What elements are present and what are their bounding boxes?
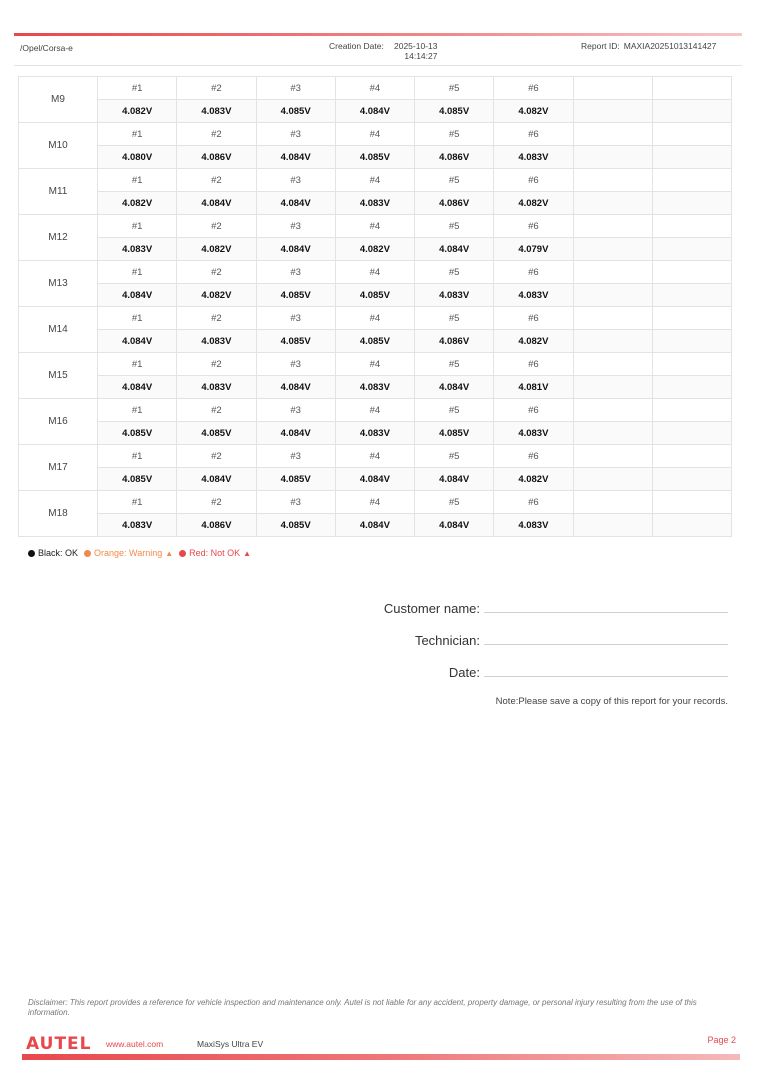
cell-voltage: 4.085V: [415, 100, 494, 123]
cell-number: #2: [177, 491, 256, 514]
cell-voltage: 4.082V: [494, 468, 573, 491]
cell-voltage: 4.084V: [415, 376, 494, 399]
cell-number: #1: [98, 169, 177, 192]
cell-voltage: 4.083V: [494, 146, 573, 169]
cell-voltage-row: [19, 100, 732, 123]
cell-voltage: 4.084V: [256, 376, 335, 399]
cell-label-row: [19, 169, 732, 192]
empty-cell: [573, 330, 652, 353]
cell-voltage: 4.083V: [98, 238, 177, 261]
alarm-icon: ▲: [243, 548, 252, 558]
technician-row: [300, 628, 728, 648]
empty-cell: [652, 215, 731, 238]
empty-cell: [573, 192, 652, 215]
cell-number: #5: [415, 123, 494, 146]
cell-voltage: 4.083V: [177, 376, 256, 399]
cell-number: #6: [494, 261, 573, 284]
creation-date: [394, 41, 437, 61]
cell-number: #6: [494, 399, 573, 422]
empty-cell: [573, 77, 652, 100]
autel-logo: AUTEL: [26, 1034, 92, 1054]
cell-number: #3: [256, 491, 335, 514]
module-name: M14: [19, 307, 98, 353]
empty-cell: [652, 100, 731, 123]
cell-number: #5: [415, 215, 494, 238]
cell-voltage: 4.084V: [335, 468, 414, 491]
cell-number: #4: [335, 169, 414, 192]
cell-number: #2: [177, 169, 256, 192]
cell-voltage: 4.082V: [494, 330, 573, 353]
cell-voltage: 4.084V: [415, 514, 494, 537]
cell-voltage: 4.083V: [177, 330, 256, 353]
warning-triangle-icon: ▲: [165, 548, 174, 558]
cell-voltage: 4.086V: [415, 146, 494, 169]
report-id: [581, 41, 716, 51]
cell-number: #3: [256, 399, 335, 422]
cell-number: #5: [415, 445, 494, 468]
empty-cell: [652, 376, 731, 399]
cell-voltage: 4.085V: [98, 468, 177, 491]
cell-number: #2: [177, 307, 256, 330]
cell-number: #5: [415, 307, 494, 330]
page-number: Page 2: [707, 1035, 736, 1045]
empty-cell: [652, 192, 731, 215]
legend-not-ok-label: Red: Not OK: [189, 548, 241, 558]
module-name: M9: [19, 77, 98, 123]
empty-cell: [652, 169, 731, 192]
cell-number: #2: [177, 399, 256, 422]
cell-voltage: 4.085V: [98, 422, 177, 445]
cell-voltage: 4.085V: [335, 330, 414, 353]
cell-number: #3: [256, 353, 335, 376]
empty-cell: [573, 307, 652, 330]
empty-cell: [652, 491, 731, 514]
cell-number: #1: [98, 399, 177, 422]
module-name: M16: [19, 399, 98, 445]
cell-voltage: 4.084V: [335, 100, 414, 123]
orange-dot-icon: [84, 550, 91, 557]
empty-cell: [652, 307, 731, 330]
empty-cell: [652, 330, 731, 353]
empty-cell: [573, 353, 652, 376]
module-name: M18: [19, 491, 98, 537]
cell-voltage-row: [19, 422, 732, 445]
cell-number: #4: [335, 353, 414, 376]
module-name: M10: [19, 123, 98, 169]
cell-number: #4: [335, 491, 414, 514]
cell-voltage: 4.085V: [256, 284, 335, 307]
cell-number: #4: [335, 399, 414, 422]
header-accent-bar: [14, 33, 742, 36]
legend-not-ok: [179, 548, 251, 558]
cell-voltage: 4.084V: [415, 468, 494, 491]
cell-number: #5: [415, 169, 494, 192]
cell-number: #4: [335, 123, 414, 146]
empty-cell: [573, 284, 652, 307]
cell-number: #6: [494, 169, 573, 192]
cell-number: #6: [494, 353, 573, 376]
cell-number: #1: [98, 307, 177, 330]
cell-label-row: [19, 261, 732, 284]
empty-cell: [652, 238, 731, 261]
cell-label-row: [19, 445, 732, 468]
cell-voltage: 4.085V: [335, 284, 414, 307]
empty-cell: [573, 422, 652, 445]
cell-voltage: 4.082V: [177, 284, 256, 307]
cell-voltage-row: [19, 146, 732, 169]
empty-cell: [652, 146, 731, 169]
header-divider: [14, 65, 742, 66]
red-dot-icon: [179, 550, 186, 557]
empty-cell: [652, 468, 731, 491]
report-id-label: Report ID:: [581, 41, 620, 51]
empty-cell: [652, 399, 731, 422]
empty-cell: [652, 284, 731, 307]
cell-number: #4: [335, 77, 414, 100]
cell-number: #6: [494, 123, 573, 146]
cell-number: #3: [256, 123, 335, 146]
cell-label-row: [19, 215, 732, 238]
cell-voltage: 4.084V: [415, 238, 494, 261]
cell-number: #6: [494, 445, 573, 468]
cell-number: #3: [256, 307, 335, 330]
cell-number: #4: [335, 307, 414, 330]
cell-voltage: 4.084V: [177, 468, 256, 491]
date-row: [300, 660, 728, 680]
cell-voltage-row: [19, 468, 732, 491]
module-name: M17: [19, 445, 98, 491]
cell-voltage: 4.080V: [98, 146, 177, 169]
empty-cell: [573, 123, 652, 146]
cell-number: #5: [415, 399, 494, 422]
cell-number: #2: [177, 123, 256, 146]
cell-number: #5: [415, 491, 494, 514]
cell-voltage: 4.083V: [415, 284, 494, 307]
cell-number: #1: [98, 261, 177, 284]
empty-cell: [573, 169, 652, 192]
cell-voltage: 4.085V: [256, 514, 335, 537]
cell-voltage-row: [19, 192, 732, 215]
cell-voltage: 4.083V: [177, 100, 256, 123]
empty-cell: [652, 261, 731, 284]
empty-cell: [573, 514, 652, 537]
cell-number: #1: [98, 353, 177, 376]
cell-voltage: 4.082V: [98, 192, 177, 215]
cell-voltage: 4.083V: [494, 422, 573, 445]
cell-voltage-row: [19, 376, 732, 399]
cell-label-row: [19, 307, 732, 330]
legend-warning-label: Orange: Warning: [94, 548, 163, 558]
cell-number: #4: [335, 445, 414, 468]
cell-number: #2: [177, 215, 256, 238]
legend-ok: [28, 548, 78, 558]
cell-number: #5: [415, 261, 494, 284]
cell-voltage: 4.082V: [98, 100, 177, 123]
module-name: M15: [19, 353, 98, 399]
cell-voltage: 4.084V: [177, 192, 256, 215]
cell-voltage: 4.085V: [256, 100, 335, 123]
cell-voltage: 4.083V: [494, 284, 573, 307]
records-note: Note:Please save a copy of this report for your records.: [495, 696, 728, 707]
cell-label-row: [19, 123, 732, 146]
cell-number: #1: [98, 215, 177, 238]
cell-number: #1: [98, 77, 177, 100]
cell-voltage: 4.086V: [415, 192, 494, 215]
cell-voltage: 4.084V: [98, 284, 177, 307]
cell-voltage: 4.084V: [98, 376, 177, 399]
cell-voltage: 4.086V: [177, 146, 256, 169]
cell-number: #3: [256, 261, 335, 284]
status-legend: [28, 548, 251, 558]
cell-voltage: 4.085V: [335, 146, 414, 169]
cell-voltage: 4.085V: [177, 422, 256, 445]
cell-number: #2: [177, 353, 256, 376]
cell-voltage: 4.085V: [256, 468, 335, 491]
cell-voltage: 4.083V: [335, 192, 414, 215]
customer-name-label: Customer name:: [383, 601, 480, 616]
cell-number: #6: [494, 307, 573, 330]
cell-voltage: 4.082V: [494, 100, 573, 123]
cell-voltage: 4.085V: [256, 330, 335, 353]
empty-cell: [573, 261, 652, 284]
module-name: M13: [19, 261, 98, 307]
cell-voltage: 4.086V: [415, 330, 494, 353]
cell-number: #3: [256, 169, 335, 192]
cell-number: #6: [494, 491, 573, 514]
cell-voltage: 4.082V: [494, 192, 573, 215]
empty-cell: [652, 422, 731, 445]
cell-voltage: 4.084V: [98, 330, 177, 353]
cell-label-row: [19, 399, 732, 422]
empty-cell: [573, 146, 652, 169]
customer-name-row: [300, 596, 728, 616]
cell-voltage: 4.083V: [494, 514, 573, 537]
cell-number: #1: [98, 123, 177, 146]
cell-number: #4: [335, 215, 414, 238]
creation-date-value: 2025-10-13: [394, 41, 438, 51]
customer-name-line[interactable]: [484, 606, 728, 613]
cell-voltage: 4.086V: [177, 514, 256, 537]
report-id-value: MAXIA20251013141427: [623, 41, 717, 51]
creation-date-label: Creation Date:: [329, 41, 384, 51]
module-name: M11: [19, 169, 98, 215]
technician-line[interactable]: [484, 638, 728, 645]
cell-label-row: [19, 353, 732, 376]
cell-voltage-row: [19, 284, 732, 307]
cell-number: #3: [256, 77, 335, 100]
creation-time-value: 14:14:27: [404, 51, 438, 61]
cell-number: #1: [98, 491, 177, 514]
cell-number: #3: [256, 445, 335, 468]
cell-number: #5: [415, 353, 494, 376]
cell-number: #2: [177, 445, 256, 468]
cell-voltage: 4.084V: [335, 514, 414, 537]
black-dot-icon: [28, 550, 35, 557]
disclaimer: Disclaimer: This report provides a reference for vehicle inspection and maintenance only. Autel is not liable for any accident, property damage, or personal injury resulting from the use of this information.: [28, 998, 697, 1017]
empty-cell: [573, 100, 652, 123]
cell-label-row: [19, 491, 732, 514]
date-line[interactable]: [484, 670, 728, 677]
cell-voltage: 4.083V: [335, 376, 414, 399]
module-name: M12: [19, 215, 98, 261]
empty-cell: [652, 123, 731, 146]
vehicle-path: /Opel/Corsa-e: [20, 43, 73, 53]
empty-cell: [573, 376, 652, 399]
cell-number: #1: [98, 445, 177, 468]
empty-cell: [573, 399, 652, 422]
cell-voltage: 4.084V: [256, 192, 335, 215]
cell-voltage: 4.081V: [494, 376, 573, 399]
cell-voltage: 4.083V: [335, 422, 414, 445]
cell-number: #6: [494, 215, 573, 238]
cell-voltage: 4.084V: [256, 146, 335, 169]
legend-ok-label: Black: OK: [38, 548, 79, 558]
cell-number: #6: [494, 77, 573, 100]
date-label: Date:: [448, 665, 480, 680]
footer-accent-bar: [22, 1054, 740, 1060]
empty-cell: [652, 514, 731, 537]
technician-label: Technician:: [414, 633, 480, 648]
cell-voltage-row: [19, 514, 732, 537]
cell-voltage: 4.084V: [256, 422, 335, 445]
cell-voltage-table: [18, 76, 732, 537]
empty-cell: [573, 215, 652, 238]
empty-cell: [652, 445, 731, 468]
cell-number: #4: [335, 261, 414, 284]
cell-voltage: 4.085V: [415, 422, 494, 445]
cell-voltage: 4.082V: [177, 238, 256, 261]
cell-number: #2: [177, 77, 256, 100]
product-name: MaxiSys Ultra EV: [197, 1039, 264, 1049]
cell-voltage: 4.083V: [98, 514, 177, 537]
empty-cell: [652, 353, 731, 376]
empty-cell: [573, 445, 652, 468]
cell-voltage: 4.082V: [335, 238, 414, 261]
empty-cell: [652, 77, 731, 100]
cell-label-row: [19, 77, 732, 100]
cell-voltage: 4.079V: [494, 238, 573, 261]
cell-voltage-row: [19, 330, 732, 353]
empty-cell: [573, 238, 652, 261]
legend-warning: [84, 548, 173, 558]
cell-voltage: 4.084V: [256, 238, 335, 261]
cell-number: #2: [177, 261, 256, 284]
cell-number: #5: [415, 77, 494, 100]
empty-cell: [573, 491, 652, 514]
empty-cell: [573, 468, 652, 491]
cell-voltage-row: [19, 238, 732, 261]
cell-number: #3: [256, 215, 335, 238]
website-link[interactable]: www.autel.com: [106, 1039, 164, 1049]
